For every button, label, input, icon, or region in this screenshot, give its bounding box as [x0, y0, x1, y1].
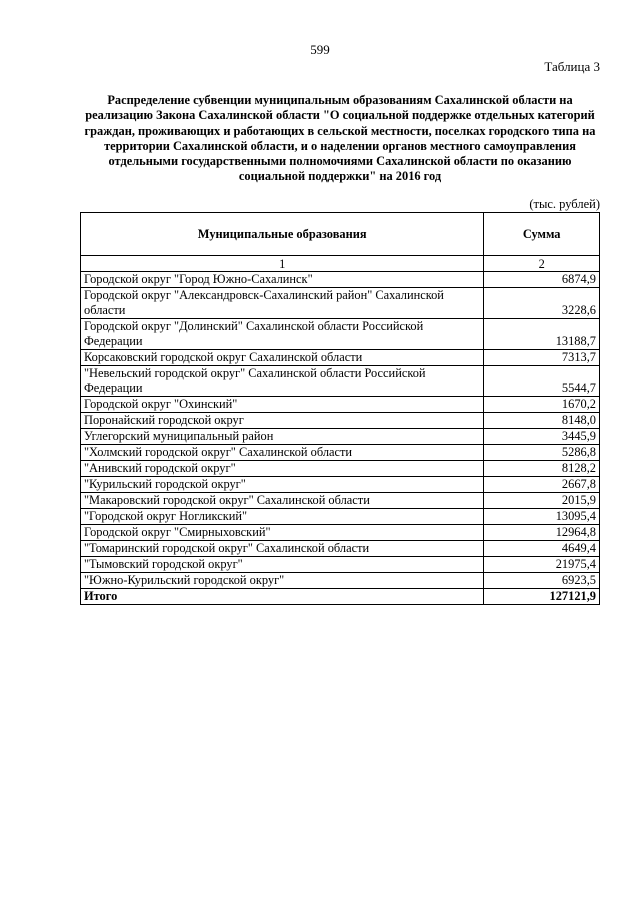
table-row [81, 366, 600, 397]
subsidy-amount: 13095,4 [484, 509, 600, 525]
municipality-name: "Томаринский городской округ" Сахалинской области [81, 541, 484, 557]
subsidy-amount: 13188,7 [484, 319, 600, 350]
municipality-name: "Курильский городской округ" [81, 477, 484, 493]
subsidy-amount: 5544,7 [484, 366, 600, 397]
subsidy-amount: 2015,9 [484, 493, 600, 509]
municipality-name: Городской округ "Охинский" [81, 397, 484, 413]
table-row [81, 541, 600, 557]
municipality-name: "Южно-Курильский городской округ" [81, 573, 484, 589]
table-row [81, 525, 600, 541]
municipality-name: "Анивский городской округ" [81, 461, 484, 477]
total-amount: 127121,9 [484, 589, 600, 605]
municipality-name: Городской округ "Долинский" Сахалинской области Российской Федерации [81, 319, 484, 350]
subsidy-amount: 2667,8 [484, 477, 600, 493]
table-row [81, 272, 600, 288]
subsidy-amount: 8148,0 [484, 413, 600, 429]
table-header-row [81, 213, 600, 256]
table-row [81, 413, 600, 429]
subsidy-amount: 21975,4 [484, 557, 600, 573]
municipality-name: Углегорский муниципальный район [81, 429, 484, 445]
table-row [81, 445, 600, 461]
subsidy-amount: 6923,5 [484, 573, 600, 589]
subsidy-amount: 6874,9 [484, 272, 600, 288]
table-row [81, 493, 600, 509]
table-row [81, 350, 600, 366]
municipality-name: Городской округ "Александровск-Сахалинский район" Сахалинской области [81, 288, 484, 319]
table-row [81, 573, 600, 589]
table-row [81, 397, 600, 413]
municipality-name: Поронайский городской округ [81, 413, 484, 429]
header-sum: Сумма [484, 213, 600, 256]
subsidy-amount: 7313,7 [484, 350, 600, 366]
table-row [81, 557, 600, 573]
column-number-1: 1 [81, 256, 484, 272]
table-row [81, 509, 600, 525]
subsidy-amount: 12964,8 [484, 525, 600, 541]
document-title: Распределение субвенции муниципальным образованиям Сахалинской области на реализацию Закона Сахалинской области "О социальной поддержке отдельных категорий граждан, проживающих и работающих в сельской местности, поселках городского типа на территории Сахалинской области, и о наделении органов местного самоуправления отдельными государственными полномочиями Сахалинской области по оказанию социальной поддержки" на 2016 год [84, 93, 596, 184]
municipality-name: Корсаковский городской округ Сахалинской области [81, 350, 484, 366]
table-row [81, 319, 600, 350]
subsidy-amount: 5286,8 [484, 445, 600, 461]
subsidy-amount: 4649,4 [484, 541, 600, 557]
table-row [81, 429, 600, 445]
total-row [81, 589, 600, 605]
subsidy-amount: 3445,9 [484, 429, 600, 445]
municipality-name: Городской округ "Смирныховский" [81, 525, 484, 541]
municipality-name: "Холмский городской округ" Сахалинской области [81, 445, 484, 461]
municipality-name: "Макаровский городской округ" Сахалинской области [81, 493, 484, 509]
subsidy-amount: 8128,2 [484, 461, 600, 477]
subsidy-amount: 3228,6 [484, 288, 600, 319]
table-row [81, 288, 600, 319]
table-row [81, 461, 600, 477]
table-label: Таблица 3 [544, 59, 600, 74]
column-number-row [81, 256, 600, 272]
page-number: 599 [310, 42, 330, 57]
subsidy-table [80, 212, 600, 605]
municipality-name: "Невельский городской округ" Сахалинской области Российской Федерации [81, 366, 484, 397]
header-municipalities: Муниципальные образования [81, 213, 484, 256]
total-label: Итого [81, 589, 484, 605]
table-row [81, 477, 600, 493]
municipality-name: "Тымовский городской округ" [81, 557, 484, 573]
units-label: (тыс. рублей) [529, 197, 600, 211]
subsidy-amount: 1670,2 [484, 397, 600, 413]
municipality-name: Городской округ "Город Южно-Сахалинск" [81, 272, 484, 288]
municipality-name: "Городской округ Ногликский" [81, 509, 484, 525]
column-number-2: 2 [484, 256, 600, 272]
